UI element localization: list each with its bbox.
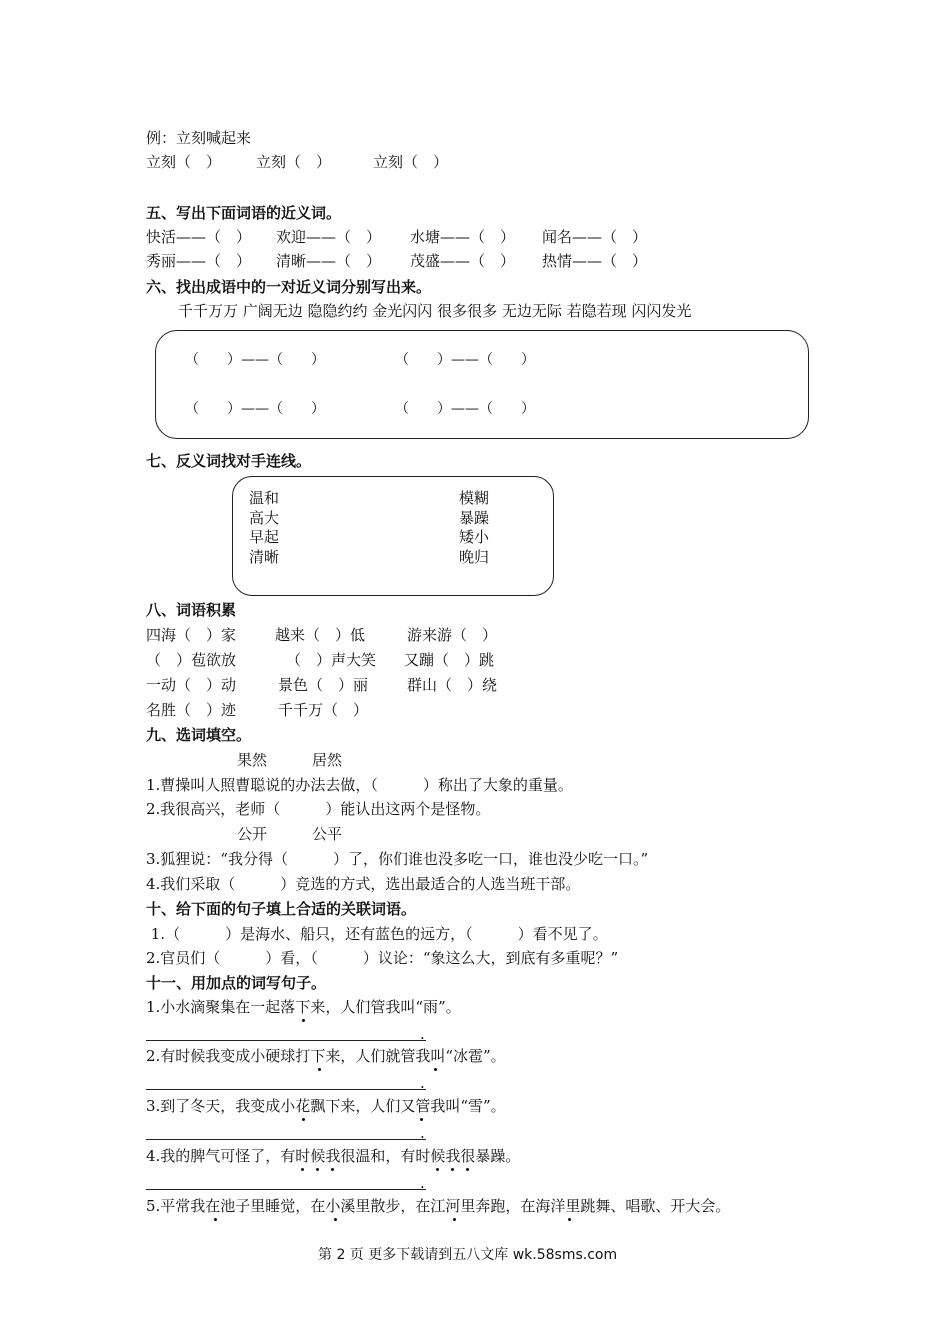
antonym-left[interactable]: 高大 <box>249 509 280 527</box>
section-11-title: 十一、用加点的词写句子。 <box>146 974 327 992</box>
phrase-blank[interactable]: 名胜（ ）迹 <box>146 701 237 719</box>
period-mark: . <box>420 1074 425 1092</box>
emphasis-dot <box>568 1218 571 1221</box>
emphasis-dot <box>316 1168 319 1171</box>
section-5-title: 五、写出下面词语的近义词。 <box>146 204 342 222</box>
phrase-blank[interactable]: 又蹦（ ）跳 <box>404 651 495 669</box>
sentence-prompt: 1.小水滴聚集在一起落下来，人们管我叫“雨”。 <box>146 998 461 1016</box>
answer-line[interactable] <box>146 1040 426 1041</box>
emphasis-dot <box>466 1168 469 1171</box>
phrase-blank[interactable]: 千千万（ ） <box>278 701 369 719</box>
emphasis-dot <box>451 1168 454 1171</box>
emphasis-dot <box>453 1218 456 1221</box>
sentence-prompt: 3.到了冬天，我变成小花飘下来，人们又管我叫“雪”。 <box>146 1097 506 1115</box>
synonym-item[interactable]: 快活——（ ） <box>146 228 252 246</box>
period-mark: . <box>420 1124 425 1142</box>
pair-blank[interactable]: （ ）——（ ） <box>185 352 325 368</box>
emphasis-dot <box>302 1118 305 1121</box>
answer-line[interactable] <box>146 1139 426 1140</box>
section-10-title: 十、给下面的句子填上合适的关联词语。 <box>146 900 417 918</box>
synonym-item[interactable]: 茂盛——（ ） <box>410 252 516 270</box>
answer-line[interactable] <box>146 1089 426 1090</box>
blank-2[interactable]: 立刻（ ） <box>256 153 332 171</box>
period-mark: . <box>420 1025 425 1043</box>
section-6-title: 六、找出成语中的一对近义词分别写出来。 <box>146 278 432 296</box>
emphasis-dot <box>331 1168 334 1171</box>
sentence-prompt: 5.平常我在池子里睡觉，在小溪里散步，在江河里奔跑，在海洋里跳舞、唱歌、开大会。 <box>146 1197 731 1215</box>
synonym-item[interactable]: 热情——（ ） <box>542 252 648 270</box>
phrase-blank[interactable]: （ ）苞欲放 <box>146 651 237 669</box>
synonym-item[interactable]: 水塘——（ ） <box>410 228 516 246</box>
section-9-title: 九、选词填空。 <box>146 726 252 744</box>
page-footer: 第 2 页 更多下载请到五八文库 wk.58sms.com <box>318 1247 618 1263</box>
emphasis-dot <box>420 1118 423 1121</box>
word-choices: 果然 居然 <box>237 751 343 769</box>
phrase-blank[interactable]: （ ）声大笑 <box>286 651 377 669</box>
question[interactable]: 2.官员们（ ）看，（ ）议论：“象这么大，到底有多重呢？” <box>146 949 619 967</box>
question[interactable]: 1.（ ）是海水、船只，还有蓝色的远方，（ ）看不见了。 <box>146 925 608 943</box>
sentence-prompt: 2.有时候我变成小硬球打下来，人们就管我叫“冰雹”。 <box>146 1047 506 1065</box>
phrase-blank[interactable]: 越来（ ）低 <box>275 626 366 644</box>
antonym-right[interactable]: 暴躁 <box>459 509 490 527</box>
phrase-blank[interactable]: 景色（ ）丽 <box>278 676 369 694</box>
emphasis-dot <box>434 1068 437 1071</box>
phrase-blank[interactable]: 四海（ ）家 <box>146 626 237 644</box>
answer-box <box>155 330 809 439</box>
pair-blank[interactable]: （ ）——（ ） <box>395 401 535 417</box>
synonym-item[interactable]: 闻名——（ ） <box>542 228 648 246</box>
question[interactable]: 3.狐狸说：“我分得（ ）了，你们谁也没多吃一口，谁也没少吃一口。” <box>146 850 649 868</box>
question[interactable]: 2.我很高兴，老师（ ）能认出这两个是怪物。 <box>146 800 491 818</box>
emphasis-dot <box>214 1218 217 1221</box>
pair-blank[interactable]: （ ）——（ ） <box>185 401 325 417</box>
phrase-blank[interactable]: 群山（ ）绕 <box>407 676 498 694</box>
pair-blank[interactable]: （ ）——（ ） <box>395 352 535 368</box>
question[interactable]: 4.我们采取（ ）竞选的方式，选出最适合的人选当班干部。 <box>146 875 581 893</box>
blank-3[interactable]: 立刻（ ） <box>373 153 449 171</box>
matching-box <box>232 476 554 596</box>
synonym-item[interactable]: 欢迎——（ ） <box>276 228 382 246</box>
antonym-right[interactable]: 矮小 <box>459 528 490 546</box>
antonym-right[interactable]: 模糊 <box>459 489 490 507</box>
question[interactable]: 1.曹操叫人照曹聪说的办法去做，（ ）称出了大象的重量。 <box>146 776 573 794</box>
blank-1[interactable]: 立刻（ ） <box>146 153 222 171</box>
period-mark: . <box>420 1174 425 1192</box>
synonym-item[interactable]: 秀丽——（ ） <box>146 252 252 270</box>
emphasis-dot <box>318 1068 321 1071</box>
antonym-right[interactable]: 晚归 <box>459 548 490 566</box>
phrase-blank[interactable]: 游来游（ ） <box>407 626 498 644</box>
emphasis-dot <box>334 1218 337 1221</box>
antonym-left[interactable]: 清晰 <box>249 548 280 566</box>
section-8-title: 八、词语积累 <box>146 601 237 619</box>
synonym-item[interactable]: 清晰——（ ） <box>276 252 382 270</box>
antonym-left[interactable]: 温和 <box>249 489 280 507</box>
emphasis-dot <box>302 1019 305 1022</box>
antonym-left[interactable]: 早起 <box>249 528 280 546</box>
phrase-blank[interactable]: 一动（ ）动 <box>146 676 237 694</box>
example-line: 例：立刻喊起来 <box>146 129 252 147</box>
section-7-title: 七、反义词找对手连线。 <box>146 452 312 470</box>
word-choices: 公开 公平 <box>237 825 343 843</box>
sentence-prompt: 4.我的脾气可怪了，有时候我很温和，有时候我很暴躁。 <box>146 1147 521 1165</box>
idiom-list: 千千万万 广阔无边 隐隐约约 金光闪闪 很多很多 无边无际 若隐若现 闪闪发光 <box>178 302 692 320</box>
emphasis-dot <box>436 1168 439 1171</box>
answer-line[interactable] <box>146 1189 426 1190</box>
emphasis-dot <box>301 1168 304 1171</box>
